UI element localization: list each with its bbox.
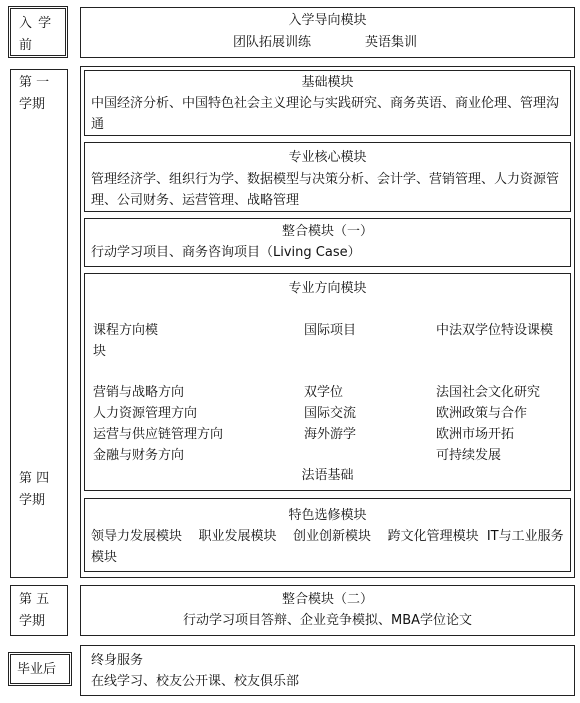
stage-entry — [8, 6, 68, 58]
stage-term5 — [10, 585, 68, 636]
elective-module-title: 特色选修模块 — [288, 508, 367, 523]
direction-module-title: 专业方向模块 — [288, 281, 367, 296]
stage-term5-label: 第 五 学期 — [19, 592, 50, 629]
direction-col1-item: 人力资源管理方向 — [93, 406, 198, 421]
elective-module-content: 领导力发展模块 职业发展模块 创业创新模块 跨文化管理模块 IT与工业服务模块 — [91, 529, 564, 565]
direction-col2-item: 海外游学 — [304, 427, 357, 442]
integration-module-2-title: 整合模块（二） — [281, 592, 373, 607]
direction-col3-item: 欧洲市场开拓 — [436, 427, 515, 442]
stage-term4-label: 第 四 学期 — [19, 471, 50, 508]
core-module — [84, 142, 571, 212]
lifelong-content: 在线学习、校友公开课、校友俱乐部 — [91, 674, 300, 689]
direction-module — [84, 273, 571, 491]
foundation-module-title: 基础模块 — [301, 75, 354, 90]
integration-module-2-content: 行动学习项目答辩、企业竞争模拟、MBA学位论文 — [182, 613, 473, 628]
integration-module-1-title: 整合模块（一） — [281, 224, 373, 239]
direction-col3-item: 欧洲政策与合作 — [436, 406, 528, 421]
stage-entry-label: 入 学 前 — [19, 16, 53, 53]
integration-module-2 — [80, 585, 575, 636]
entry-module — [80, 7, 575, 58]
foundation-module — [84, 70, 571, 136]
direction-col2-item: 国际交流 — [304, 406, 357, 421]
direction-col2-item: 双学位 — [304, 385, 344, 400]
elective-module — [84, 498, 571, 572]
direction-col3-item: 法国社会文化研究 — [436, 385, 541, 400]
lifelong-title: 终身服务 — [91, 653, 144, 668]
direction-module-footer: 法语基础 — [301, 468, 354, 483]
direction-col1-header: 课程方向模块 — [93, 323, 159, 359]
direction-col3-header: 中法双学位特设课模 — [436, 323, 554, 338]
integration-module-1 — [84, 218, 571, 267]
foundation-module-content: 中国经济分析、中国特色社会主义理论与实践研究、商务英语、商业伦理、管理沟通 — [91, 96, 560, 132]
core-module-content: 管理经济学、组织行为学、数据模型与决策分析、会计学、营销管理、人力资源管理、公司财务、运营管理、战略管理 — [91, 172, 560, 208]
stage-term1-label: 第 一 学期 — [19, 75, 50, 112]
direction-col3-item: 可持续发展 — [436, 448, 502, 463]
entry-module-title: 入学导向模块 — [288, 13, 367, 28]
direction-col1-item: 营销与战略方向 — [93, 385, 185, 400]
entry-item-team: 团队拓展训练 — [233, 35, 312, 50]
direction-col1-item: 金融与财务方向 — [93, 448, 185, 463]
core-module-title: 专业核心模块 — [288, 150, 367, 165]
direction-col2-header: 国际项目 — [304, 323, 357, 338]
stage-terms-1-4 — [10, 69, 68, 578]
direction-col1-item: 运营与供应链管理方向 — [93, 427, 224, 442]
stage-graduation-label: 毕业后 — [17, 662, 57, 677]
entry-item-english: 英语集训 — [365, 35, 418, 50]
integration-module-1-content: 行动学习项目、商务咨询项目（Living Case） — [91, 245, 361, 260]
lifelong-services — [80, 645, 575, 696]
stage-graduation — [8, 652, 72, 686]
